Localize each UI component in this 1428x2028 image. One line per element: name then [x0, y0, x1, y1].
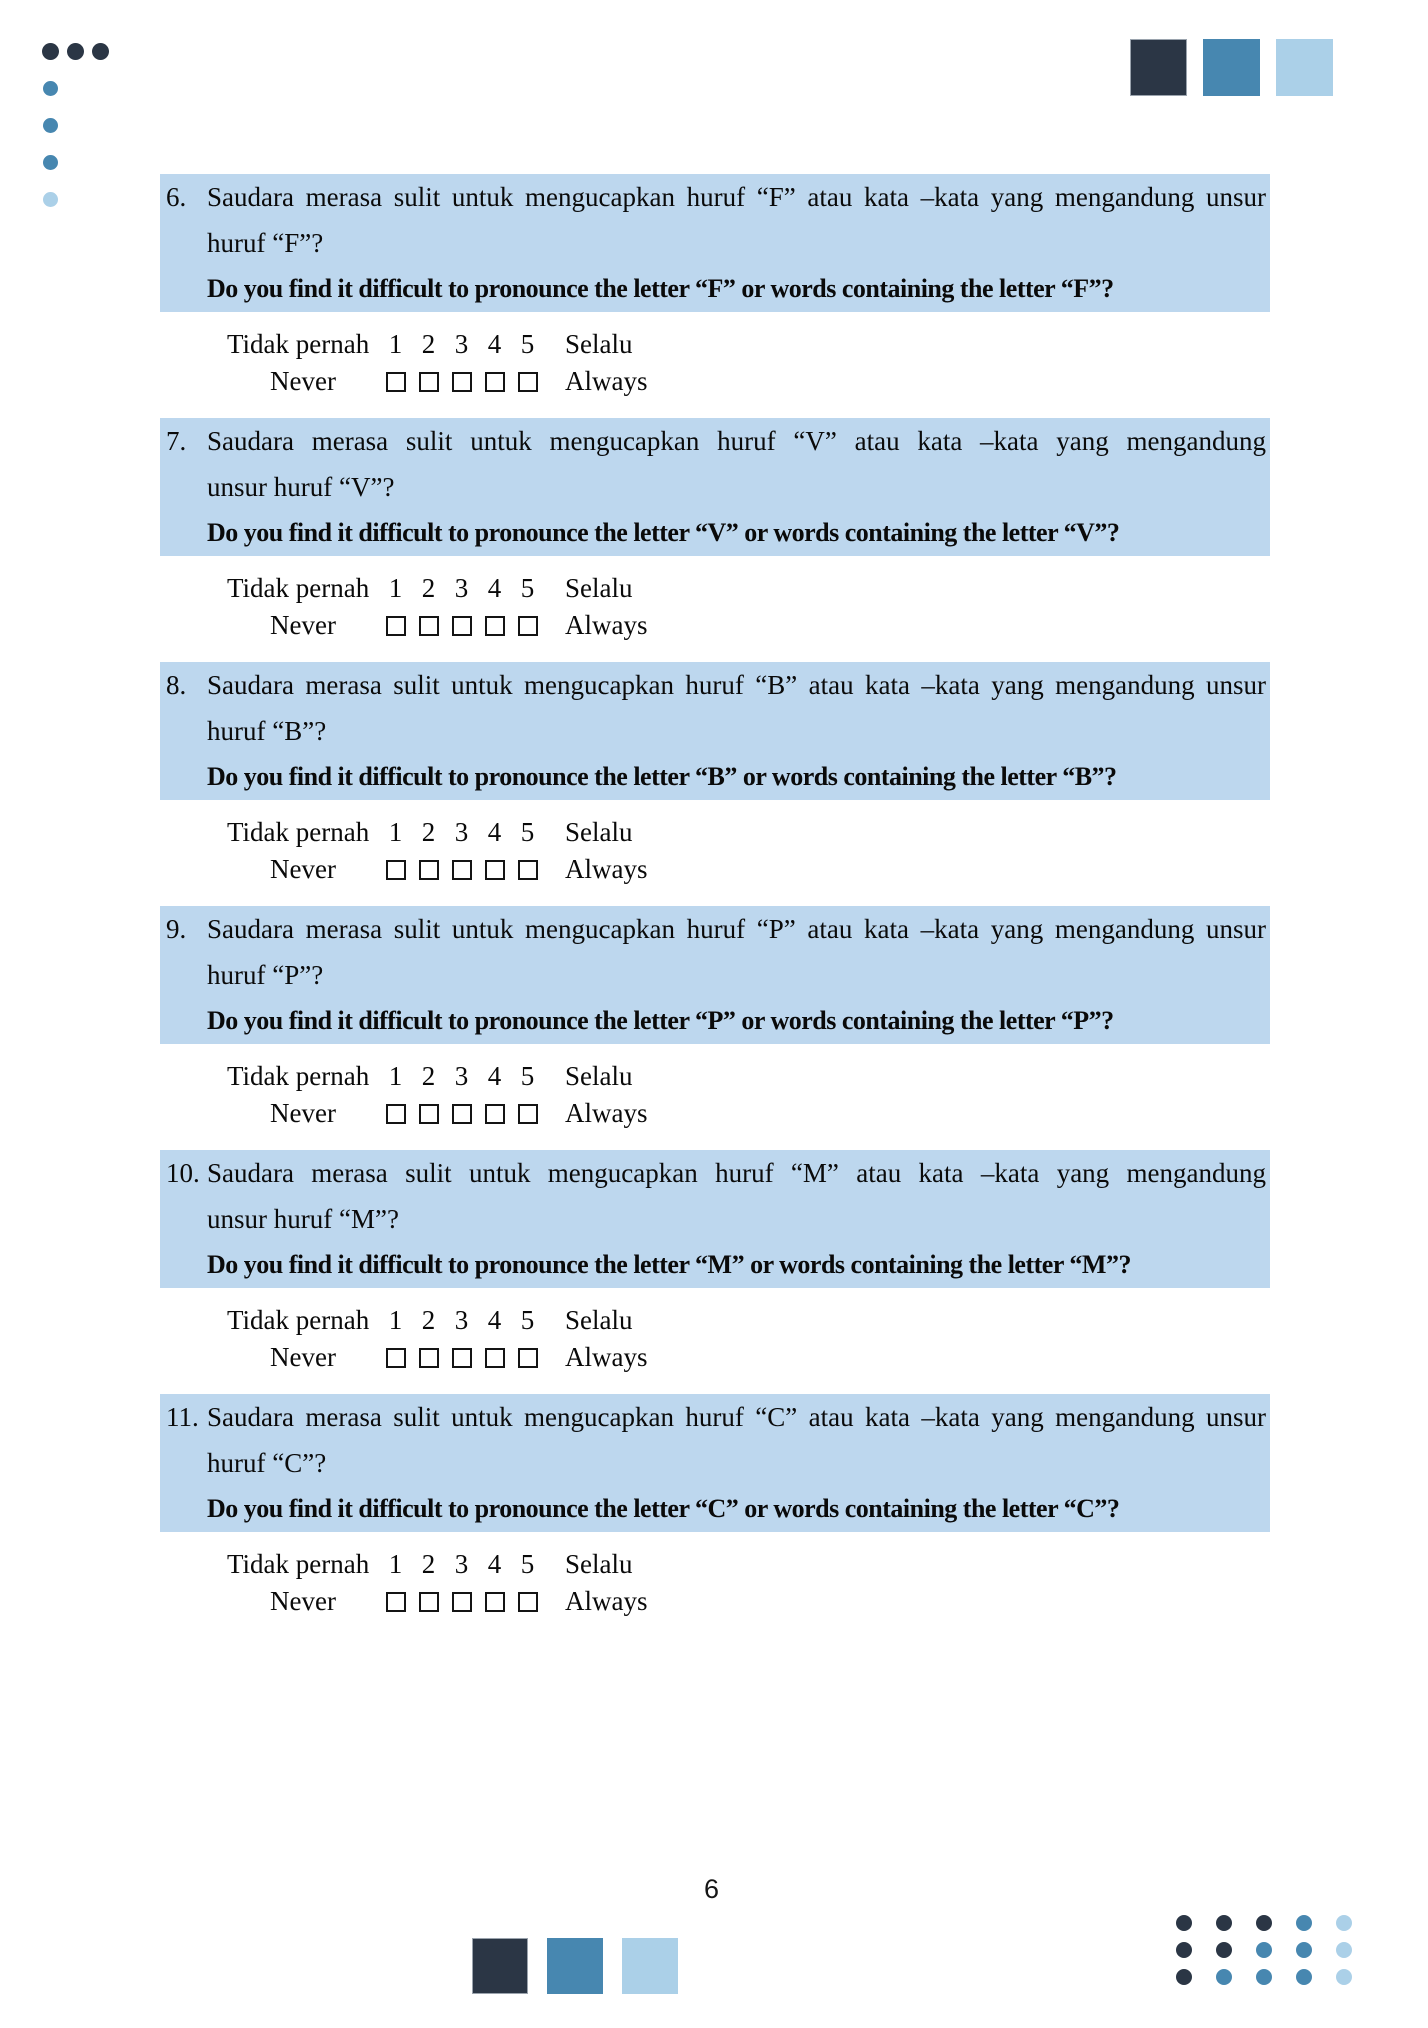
decorative-shape — [1296, 1969, 1312, 1985]
decorative-shape — [1216, 1942, 1232, 1958]
scale-label-never: Never — [270, 1586, 336, 1616]
rating-scale — [227, 814, 1270, 888]
scale-label-tidak-pernah: Tidak pernah — [227, 1305, 370, 1335]
rating-checkbox-2[interactable] — [419, 1348, 439, 1368]
scale-label-always: Always — [565, 1586, 648, 1616]
corner-dots-row-decoration — [42, 43, 109, 60]
decorative-shape — [547, 1938, 603, 1994]
rating-scale — [227, 1546, 1270, 1620]
rating-checkbox-1[interactable] — [386, 1104, 406, 1124]
scale-numbers-row — [227, 326, 1270, 363]
scale-label-tidak-pernah: Tidak pernah — [227, 329, 370, 359]
question-line1 — [166, 662, 1266, 708]
scale-number-4: 4 — [487, 573, 502, 603]
scale-numbers-row — [227, 570, 1270, 607]
scale-numbers-row — [227, 1546, 1270, 1583]
scale-number-3: 3 — [454, 817, 469, 847]
question-text-indonesian: Saudara merasa sulit untuk mengucapkan huruf “M” atau kata –kata yang mengandung — [207, 1158, 1266, 1188]
decorative-shape — [1256, 1969, 1272, 1985]
scale-checkbox-row — [227, 851, 1270, 888]
question-text-english: Do you find it difficult to pronounce the letter “P” or words containing the letter “P”? — [207, 1006, 1114, 1035]
rating-checkbox-5[interactable] — [518, 616, 538, 636]
question-number: 9. — [166, 914, 187, 944]
decorative-shape — [472, 1938, 528, 1994]
scale-checkbox-row — [227, 1339, 1270, 1376]
scale-number-2: 2 — [421, 817, 436, 847]
question-8 — [160, 662, 1270, 888]
rating-checkbox-1[interactable] — [386, 1348, 406, 1368]
decorative-shape — [1276, 39, 1333, 96]
decorative-shape — [1296, 1942, 1312, 1958]
scale-label-always: Always — [565, 854, 648, 884]
rating-scale — [227, 1302, 1270, 1376]
question-line1 — [166, 418, 1266, 464]
question-line2: unsur huruf “M”? — [207, 1204, 399, 1234]
decorative-shape — [92, 43, 109, 60]
scale-number-4: 4 — [487, 817, 502, 847]
scale-number-4: 4 — [487, 1061, 502, 1091]
question-text-indonesian: Saudara merasa sulit untuk mengucapkan huruf “P” atau kata –kata yang mengandung unsur — [207, 914, 1266, 944]
rating-checkbox-2[interactable] — [419, 372, 439, 392]
rating-checkbox-3[interactable] — [452, 616, 472, 636]
question-text-highlight — [160, 1394, 1270, 1532]
scale-label-selalu: Selalu — [565, 1305, 633, 1335]
scale-label-never: Never — [270, 610, 336, 640]
decorative-shape — [1256, 1915, 1272, 1931]
scale-number-2: 2 — [421, 1549, 436, 1579]
scale-numbers-row — [227, 1058, 1270, 1095]
question-line2: unsur huruf “V”? — [207, 472, 395, 502]
rating-checkbox-1[interactable] — [386, 860, 406, 880]
rating-checkbox-4[interactable] — [485, 860, 505, 880]
rating-checkbox-5[interactable] — [518, 1104, 538, 1124]
scale-number-2: 2 — [421, 1061, 436, 1091]
scale-number-5: 5 — [520, 1549, 535, 1579]
decorative-shape — [1336, 1942, 1352, 1958]
scale-checkbox-row — [227, 607, 1270, 644]
scale-number-1: 1 — [388, 1549, 403, 1579]
decorative-shape — [1256, 1942, 1272, 1958]
bottom-right-dot-grid-decoration — [1176, 1915, 1352, 1985]
rating-checkbox-1[interactable] — [386, 1592, 406, 1612]
question-9 — [160, 906, 1270, 1132]
question-7 — [160, 418, 1270, 644]
scale-number-1: 1 — [388, 1305, 403, 1335]
scale-number-3: 3 — [454, 573, 469, 603]
decorative-shape — [43, 118, 58, 133]
question-text-highlight — [160, 174, 1270, 312]
scale-label-tidak-pernah: Tidak pernah — [227, 573, 370, 603]
decorative-shape — [1176, 1915, 1192, 1931]
decorative-shape — [42, 43, 59, 60]
question-text-english: Do you find it difficult to pronounce the letter “B” or words containing the letter “B”? — [207, 762, 1117, 791]
scale-label-tidak-pernah: Tidak pernah — [227, 1549, 370, 1579]
rating-scale — [227, 570, 1270, 644]
scale-label-selalu: Selalu — [565, 573, 633, 603]
scale-label-tidak-pernah: Tidak pernah — [227, 1061, 370, 1091]
scale-label-always: Always — [565, 1342, 648, 1372]
decorative-shape — [1130, 39, 1187, 96]
scale-number-3: 3 — [454, 1061, 469, 1091]
question-text-english: Do you find it difficult to pronounce the letter “C” or words containing the letter “C”? — [207, 1494, 1120, 1523]
rating-checkbox-3[interactable] — [452, 1104, 472, 1124]
page-number: 6 — [704, 1874, 720, 1904]
scale-number-1: 1 — [388, 1061, 403, 1091]
decorative-shape — [1336, 1915, 1352, 1931]
question-text-highlight — [160, 418, 1270, 556]
rating-checkbox-2[interactable] — [419, 860, 439, 880]
scale-number-5: 5 — [520, 573, 535, 603]
rating-checkbox-4[interactable] — [485, 1592, 505, 1612]
rating-checkbox-5[interactable] — [518, 860, 538, 880]
scale-number-2: 2 — [421, 573, 436, 603]
rating-checkbox-5[interactable] — [518, 1592, 538, 1612]
question-line1 — [166, 1150, 1266, 1196]
scale-label-never: Never — [270, 854, 336, 884]
rating-checkbox-3[interactable] — [452, 1348, 472, 1368]
scale-number-3: 3 — [454, 1305, 469, 1335]
scale-number-3: 3 — [454, 329, 469, 359]
scale-number-1: 1 — [388, 573, 403, 603]
rating-checkbox-3[interactable] — [452, 372, 472, 392]
question-10 — [160, 1150, 1270, 1376]
question-6 — [160, 174, 1270, 400]
decorative-shape — [43, 81, 58, 96]
scale-number-5: 5 — [520, 817, 535, 847]
scale-label-selalu: Selalu — [565, 1061, 633, 1091]
scale-checkbox-row — [227, 1095, 1270, 1132]
scale-number-5: 5 — [520, 329, 535, 359]
question-line2: huruf “F”? — [207, 228, 324, 258]
scale-label-never: Never — [270, 1342, 336, 1372]
scale-numbers-row — [227, 814, 1270, 851]
question-text-english: Do you find it difficult to pronounce the letter “V” or words containing the letter “V”? — [207, 518, 1120, 547]
bottom-color-squares-decoration — [472, 1938, 678, 1994]
decorative-shape — [1176, 1942, 1192, 1958]
question-text-highlight — [160, 1150, 1270, 1288]
scale-label-selalu: Selalu — [565, 1549, 633, 1579]
question-line2: huruf “P”? — [207, 960, 324, 990]
rating-checkbox-4[interactable] — [485, 1104, 505, 1124]
scale-label-tidak-pernah: Tidak pernah — [227, 817, 370, 847]
decorative-shape — [1216, 1969, 1232, 1985]
scale-number-2: 2 — [421, 329, 436, 359]
decorative-shape — [1216, 1915, 1232, 1931]
scale-number-3: 3 — [454, 1549, 469, 1579]
question-text-indonesian: Saudara merasa sulit untuk mengucapkan huruf “C” atau kata –kata yang mengandung unsur — [207, 1402, 1266, 1432]
rating-checkbox-3[interactable] — [452, 1592, 472, 1612]
rating-checkbox-4[interactable] — [485, 372, 505, 392]
scale-checkbox-row — [227, 1583, 1270, 1620]
decorative-shape — [67, 43, 84, 60]
rating-checkbox-5[interactable] — [518, 1348, 538, 1368]
question-line1 — [166, 174, 1266, 220]
rating-checkbox-4[interactable] — [485, 1348, 505, 1368]
rating-scale — [227, 326, 1270, 400]
decorative-shape — [1203, 39, 1260, 96]
scale-label-selalu: Selalu — [565, 817, 633, 847]
question-line1 — [166, 906, 1266, 952]
scale-label-always: Always — [565, 366, 648, 396]
question-text-indonesian: Saudara merasa sulit untuk mengucapkan huruf “V” atau kata –kata yang mengandung — [207, 426, 1266, 456]
rating-checkbox-2[interactable] — [419, 1592, 439, 1612]
scale-number-5: 5 — [520, 1305, 535, 1335]
question-line2: huruf “B”? — [207, 716, 327, 746]
question-number: 7. — [166, 426, 187, 456]
scale-number-2: 2 — [421, 1305, 436, 1335]
scale-number-4: 4 — [487, 1549, 502, 1579]
question-line2: huruf “C”? — [207, 1448, 327, 1478]
rating-checkbox-1[interactable] — [386, 616, 406, 636]
scale-label-always: Always — [565, 1098, 648, 1128]
question-text-english: Do you find it difficult to pronounce the letter “M” or words containing the letter “M”? — [207, 1250, 1131, 1279]
scale-label-never: Never — [270, 366, 336, 396]
top-right-color-squares-decoration — [1130, 39, 1333, 96]
rating-checkbox-1[interactable] — [386, 372, 406, 392]
question-text-indonesian: Saudara merasa sulit untuk mengucapkan huruf “F” atau kata –kata yang mengandung unsur — [207, 182, 1266, 212]
scale-number-1: 1 — [388, 817, 403, 847]
decorative-shape — [43, 155, 58, 170]
scale-number-4: 4 — [487, 329, 502, 359]
decorative-shape — [622, 1938, 678, 1994]
corner-dots-column-decoration — [43, 81, 58, 207]
rating-scale — [227, 1058, 1270, 1132]
scale-label-always: Always — [565, 610, 648, 640]
question-number: 10. — [166, 1158, 200, 1188]
scale-number-1: 1 — [388, 329, 403, 359]
questionnaire-body — [160, 174, 1270, 1638]
scale-number-5: 5 — [520, 1061, 535, 1091]
scale-checkbox-row — [227, 363, 1270, 400]
question-text-highlight — [160, 662, 1270, 800]
rating-checkbox-2[interactable] — [419, 1104, 439, 1124]
question-line1 — [166, 1394, 1266, 1440]
scale-label-selalu: Selalu — [565, 329, 633, 359]
decorative-shape — [1176, 1969, 1192, 1985]
question-text-english: Do you find it difficult to pronounce the letter “F” or words containing the letter “F”? — [207, 274, 1114, 303]
rating-checkbox-5[interactable] — [518, 372, 538, 392]
scale-number-4: 4 — [487, 1305, 502, 1335]
decorative-shape — [1336, 1969, 1352, 1985]
question-text-highlight — [160, 906, 1270, 1044]
question-number: 8. — [166, 670, 187, 700]
question-11 — [160, 1394, 1270, 1620]
scale-numbers-row — [227, 1302, 1270, 1339]
decorative-shape — [1296, 1915, 1312, 1931]
rating-checkbox-2[interactable] — [419, 616, 439, 636]
scale-label-never: Never — [270, 1098, 336, 1128]
rating-checkbox-3[interactable] — [452, 860, 472, 880]
question-number: 6. — [166, 182, 187, 212]
question-number: 11. — [166, 1402, 199, 1432]
decorative-shape — [43, 192, 58, 207]
rating-checkbox-4[interactable] — [485, 616, 505, 636]
question-text-indonesian: Saudara merasa sulit untuk mengucapkan huruf “B” atau kata –kata yang mengandung unsur — [207, 670, 1266, 700]
